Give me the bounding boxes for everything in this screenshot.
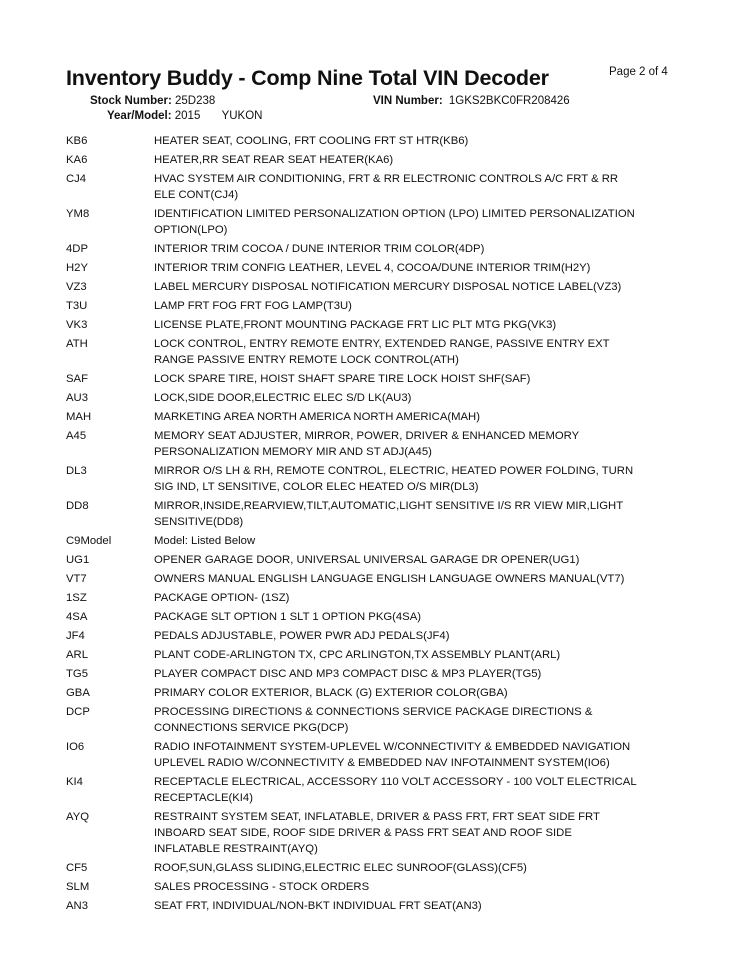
option-code: H2Y — [66, 262, 88, 274]
option-code: A45 — [66, 430, 87, 442]
option-row — [66, 390, 696, 409]
option-row — [66, 704, 696, 739]
option-code: VZ3 — [66, 281, 87, 293]
option-row — [66, 133, 696, 152]
page-number: Page 2 of 4 — [609, 66, 668, 78]
option-row — [66, 409, 696, 428]
option-row — [66, 241, 696, 260]
option-row — [66, 533, 696, 552]
option-row — [66, 317, 696, 336]
option-description: ROOF,SUN,GLASS SLIDING,ELECTRIC ELEC SUNROOF(GLASS)(CF5) — [154, 862, 527, 874]
option-code-list — [66, 133, 696, 917]
option-code: DL3 — [66, 465, 87, 477]
option-row — [66, 628, 696, 647]
option-code: VT7 — [66, 573, 87, 585]
option-row — [66, 279, 696, 298]
option-code: DCP — [66, 706, 90, 718]
option-row — [66, 590, 696, 609]
option-row — [66, 428, 696, 463]
document-title: Inventory Buddy - Comp Nine Total VIN Decoder — [66, 66, 549, 90]
option-code: KA6 — [66, 154, 88, 166]
option-row — [66, 498, 696, 533]
option-code: 4DP — [66, 243, 88, 255]
option-description: LOCK CONTROL, ENTRY REMOTE ENTRY, EXTENDED RANGE, PASSIVE ENTRY EXT RANGE PASSIVE ENTRY REMOTE LOCK CONTROL(ATH) — [154, 338, 610, 366]
option-description: SALES PROCESSING - STOCK ORDERS — [154, 881, 370, 893]
option-description: IDENTIFICATION LIMITED PERSONALIZATION OPTION (LPO) LIMITED PERSONALIZATION OPTION(LPO) — [154, 208, 635, 236]
year-model-field — [107, 110, 262, 122]
option-row — [66, 152, 696, 171]
option-row — [66, 685, 696, 704]
option-description: INTERIOR TRIM COCOA / DUNE INTERIOR TRIM COLOR(4DP) — [154, 243, 485, 255]
option-row — [66, 260, 696, 279]
option-row — [66, 860, 696, 879]
option-code: GBA — [66, 687, 90, 699]
option-code: C9Model — [66, 535, 112, 547]
vin-number-field — [373, 95, 570, 107]
option-code: SAF — [66, 373, 88, 385]
option-description: LOCK SPARE TIRE, HOIST SHAFT SPARE TIRE LOCK HOIST SHF(SAF) — [154, 373, 531, 385]
option-description: LOCK,SIDE DOOR,ELECTRIC ELEC S/D LK(AU3) — [154, 392, 412, 404]
stock-number-label: Stock Number: — [90, 95, 172, 107]
option-code: YM8 — [66, 208, 90, 220]
vin-number-value: 1GKS2BKC0FR208426 — [448, 95, 570, 107]
option-code: AYQ — [66, 811, 90, 823]
option-code: IO6 — [66, 741, 85, 753]
option-code: CJ4 — [66, 173, 87, 185]
option-description: LAMP FRT FOG FRT FOG LAMP(T3U) — [154, 300, 352, 312]
option-row — [66, 171, 696, 206]
option-row — [66, 371, 696, 390]
option-description: PACKAGE SLT OPTION 1 SLT 1 OPTION PKG(4SA) — [154, 611, 422, 623]
vin-number-label: VIN Number: — [373, 95, 443, 107]
option-code: 1SZ — [66, 592, 87, 604]
option-code: KI4 — [66, 776, 83, 788]
option-row — [66, 463, 696, 498]
option-description: PLAYER COMPACT DISC AND MP3 COMPACT DISC & MP3 PLAYER(TG5) — [154, 668, 542, 680]
option-code: ATH — [66, 338, 88, 350]
option-code: T3U — [66, 300, 88, 312]
model-value: YUKON — [221, 110, 263, 122]
option-code: ARL — [66, 649, 88, 661]
option-row — [66, 298, 696, 317]
stock-number-value: 25D238 — [175, 95, 216, 107]
option-description: PROCESSING DIRECTIONS & CONNECTIONS SERVICE PACKAGE DIRECTIONS & CONNECTIONS SERVICE PKG(DCP) — [154, 706, 593, 734]
option-row — [66, 206, 696, 241]
option-description: MIRROR O/S LH & RH, REMOTE CONTROL, ELECTRIC, HEATED POWER FOLDING, TURN SIG IND, LT SENSITIVE, COLOR ELEC HEATED O/S MIR(DL3) — [154, 465, 634, 493]
option-description: LICENSE PLATE,FRONT MOUNTING PACKAGE FRT LIC PLT MTG PKG(VK3) — [154, 319, 557, 331]
option-description: RESTRAINT SYSTEM SEAT, INFLATABLE, DRIVER & PASS FRT, FRT SEAT SIDE FRT INBOARD SEAT SIDE, ROOF SIDE DRIVER & PASS FRT SEAT AND ROOF SIDE INFLATABLE RESTRAINT(AYQ) — [154, 811, 600, 855]
option-description: PACKAGE OPTION- (1SZ) — [154, 592, 290, 604]
year-model-label: Year/Model: — [107, 110, 172, 122]
option-row — [66, 571, 696, 590]
option-code: DD8 — [66, 500, 89, 512]
option-row — [66, 879, 696, 898]
option-row — [66, 552, 696, 571]
option-row — [66, 739, 696, 774]
option-code: AN3 — [66, 900, 88, 912]
option-code: SLM — [66, 881, 90, 893]
option-description: MIRROR,INSIDE,REARVIEW,TILT,AUTOMATIC,LIGHT SENSITIVE I/S RR VIEW MIR,LIGHT SENSITIVE(DD8) — [154, 500, 624, 528]
option-row — [66, 774, 696, 809]
option-row — [66, 666, 696, 685]
option-description: Model: Listed Below — [154, 535, 256, 547]
option-description: SEAT FRT, INDIVIDUAL/NON-BKT INDIVIDUAL FRT SEAT(AN3) — [154, 900, 482, 912]
option-description: RECEPTACLE ELECTRICAL, ACCESSORY 110 VOLT ACCESSORY - 100 VOLT ELECTRICAL RECEPTACLE(KI4) — [154, 776, 637, 804]
option-row — [66, 809, 696, 860]
option-row — [66, 336, 696, 371]
option-description: HVAC SYSTEM AIR CONDITIONING, FRT & RR ELECTRONIC CONTROLS A/C FRT & RR ELE CONT(CJ4) — [154, 173, 619, 201]
option-description: OPENER GARAGE DOOR, UNIVERSAL UNIVERSAL GARAGE DR OPENER(UG1) — [154, 554, 580, 566]
option-description: PEDALS ADJUSTABLE, POWER PWR ADJ PEDALS(JF4) — [154, 630, 450, 642]
option-code: TG5 — [66, 668, 88, 680]
year-value: 2015 — [174, 110, 201, 122]
option-code: KB6 — [66, 135, 88, 147]
option-description: HEATER,RR SEAT REAR SEAT HEATER(KA6) — [154, 154, 394, 166]
option-description: MEMORY SEAT ADJUSTER, MIRROR, POWER, DRIVER & ENHANCED MEMORY PERSONALIZATION MEMORY MIR AND ST ADJ(A45) — [154, 430, 580, 458]
option-row — [66, 898, 696, 917]
option-description: MARKETING AREA NORTH AMERICA NORTH AMERICA(MAH) — [154, 411, 480, 423]
option-code: CF5 — [66, 862, 88, 874]
option-code: UG1 — [66, 554, 90, 566]
stock-number-field — [90, 95, 215, 107]
option-code: AU3 — [66, 392, 88, 404]
option-description: INTERIOR TRIM CONFIG LEATHER, LEVEL 4, COCOA/DUNE INTERIOR TRIM(H2Y) — [154, 262, 591, 274]
option-code: JF4 — [66, 630, 85, 642]
option-row — [66, 609, 696, 628]
option-description: PRIMARY COLOR EXTERIOR, BLACK (G) EXTERIOR COLOR(GBA) — [154, 687, 508, 699]
option-description: PLANT CODE-ARLINGTON TX, CPC ARLINGTON,TX ASSEMBLY PLANT(ARL) — [154, 649, 561, 661]
option-code: 4SA — [66, 611, 88, 623]
option-description: OWNERS MANUAL ENGLISH LANGUAGE ENGLISH LANGUAGE OWNERS MANUAL(VT7) — [154, 573, 625, 585]
option-code: VK3 — [66, 319, 88, 331]
option-description: HEATER SEAT, COOLING, FRT COOLING FRT ST HTR(KB6) — [154, 135, 469, 147]
option-description: LABEL MERCURY DISPOSAL NOTIFICATION MERCURY DISPOSAL NOTICE LABEL(VZ3) — [154, 281, 622, 293]
option-code: MAH — [66, 411, 92, 423]
option-row — [66, 647, 696, 666]
option-description: RADIO INFOTAINMENT SYSTEM-UPLEVEL W/CONNECTIVITY & EMBEDDED NAVIGATION UPLEVEL RADIO W/CONNECTIVITY & EMBEDDED NAV INFOTAINMENT SYSTEM(IO6) — [154, 741, 631, 769]
